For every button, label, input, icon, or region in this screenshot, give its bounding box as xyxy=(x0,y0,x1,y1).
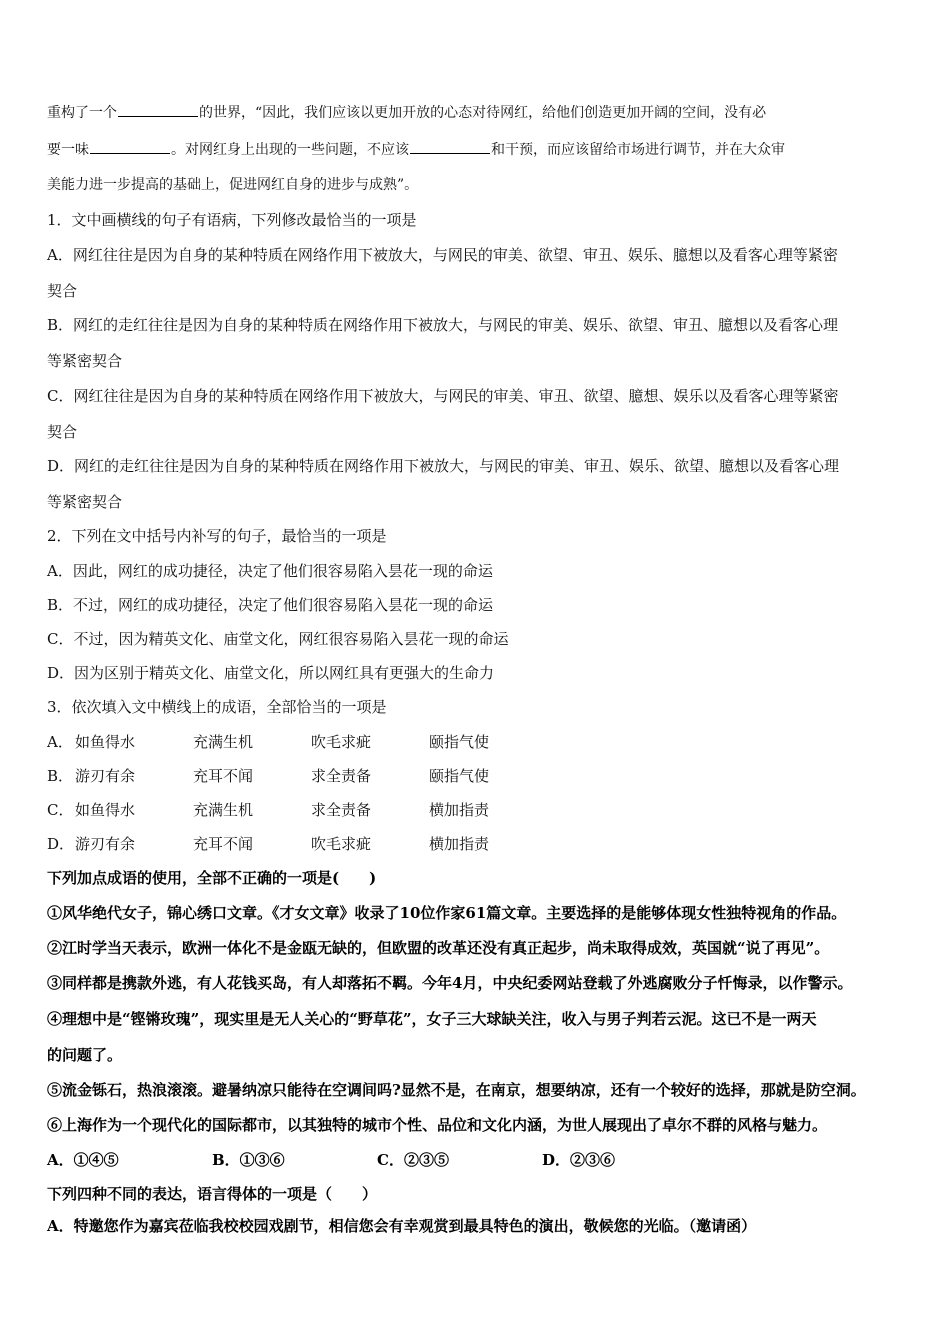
question-3-stem: 3．依次填入文中横线上的成语，全部恰当的一项是 xyxy=(47,698,387,716)
q4-sentence-1: ①风华绝代女子，锦心绣口文章。《才女文章》收录了10位作家61篇文章。主要选择的是能够体现女性独特视角的作品。 xyxy=(47,904,847,922)
question-5-stem: 下列四种不同的表达，语言得体的一项是（ ） xyxy=(47,1185,378,1203)
q1-option-c: C．网红往往是因为自身的某种特质在网络作用下被放大，与网民的审美、审丑、欲望、臆想、娱乐以及看客心理等紧密 xyxy=(47,387,839,405)
text: 重构了一个 xyxy=(47,105,117,121)
passage-line-2 xyxy=(47,139,785,160)
idiom: 横加指责 xyxy=(429,801,490,819)
idiom: 吹毛求疵 xyxy=(311,733,372,751)
idiom: 如鱼得水 xyxy=(75,733,136,751)
idiom: 颐指气使 xyxy=(429,733,490,751)
q2-option-d: D．因为区别于精英文化、庙堂文化，所以网红具有更强大的生命力 xyxy=(47,664,495,682)
text: 和干预，而应该留给市场进行调节，并在大众审 xyxy=(491,142,785,158)
idiom: 游刃有余 xyxy=(75,767,136,785)
idiom: 求全责备 xyxy=(311,801,372,819)
question-2-stem: 2．下列在文中括号内补写的句子，最恰当的一项是 xyxy=(47,527,387,545)
q4-sentence-6: ⑥上海作为一个现代化的国际都市，以其独特的城市个性、品位和文化内涵，为世人展现出了卓尔不群的风格与魅力。 xyxy=(47,1116,828,1134)
idiom: 吹毛求疵 xyxy=(311,835,372,853)
idiom: 求全责备 xyxy=(311,767,372,785)
idiom: 游刃有余 xyxy=(75,835,136,853)
q4-options xyxy=(47,1150,707,1170)
q2-option-c: C．不过，因为精英文化、庙堂文化，网红很容易陷入昙花一现的命运 xyxy=(47,630,509,648)
q4-sentence-5: ⑤流金铄石，热浪滚滚。避暑纳凉只能待在空调间吗?显然不是，在南京，想要纳凉，还有一个较好的选择，那就是防空洞。 xyxy=(47,1081,866,1099)
passage-line-3: 美能力进一步提高的基础上，促进网红自身的进步与成熟”。 xyxy=(47,177,419,193)
idiom: 充满生机 xyxy=(193,801,254,819)
q3-option-b xyxy=(47,766,489,786)
q1-option-d: D．网红的走红往往是因为自身的某种特质在网络作用下被放大，与网民的审美、审丑、娱乐、欲望、臆想以及看客心理 xyxy=(47,457,840,475)
q3-option-a xyxy=(47,732,489,752)
idiom: 如鱼得水 xyxy=(75,801,136,819)
idiom: 颐指气使 xyxy=(429,767,490,785)
q4-sentence-2: ②江时学当天表示，欧洲一体化不是金瓯无缺的，但欧盟的改革还没有真正起步，尚未取得成效，英国就“说了再见”。 xyxy=(47,939,830,957)
option-label: D． xyxy=(47,835,75,853)
q4-sentence-4-cont: 的问题了。 xyxy=(47,1046,123,1064)
q4-sentence-3: ③同样都是携款外逃，有人花钱买岛，有人却落拓不羁。今年4月，中央纪委网站登载了外逃腐败分子忏悔录，以作警示。 xyxy=(47,974,853,992)
q1-option-b-cont: 等紧密契合 xyxy=(47,352,123,370)
q4-sentence-4: ④理想中是“铿锵玫瑰”，现实里是无人关心的“野草花”，女子三大球缺关注，收入与男子判若云泥。这已不是一两天 xyxy=(47,1010,817,1028)
fill-blank-2 xyxy=(90,139,170,154)
text: 要一味 xyxy=(47,142,89,158)
q3-option-c xyxy=(47,800,489,820)
q1-option-a: A．网红往往是因为自身的某种特质在网络作用下被放大，与网民的审美、欲望、审丑、娱乐、臆想以及看客心理等紧密 xyxy=(47,246,838,264)
idiom: 充耳不闻 xyxy=(193,835,254,853)
idiom: 充满生机 xyxy=(193,733,254,751)
q2-option-b: B．不过，网红的成功捷径，决定了他们很容易陷入昙花一现的命运 xyxy=(47,596,494,614)
option-label: B． xyxy=(47,767,74,785)
q4-option-b: B．①③⑥ xyxy=(212,1151,285,1169)
idiom: 充耳不闻 xyxy=(193,767,254,785)
passage-line-1 xyxy=(47,102,766,123)
q1-option-d-cont: 等紧密契合 xyxy=(47,493,123,511)
q3-option-d xyxy=(47,834,489,854)
text: 。对网红身上出现的一些问题，不应该 xyxy=(171,142,409,158)
option-label: A． xyxy=(47,733,73,751)
fill-blank-3 xyxy=(410,139,490,154)
q1-option-c-cont: 契合 xyxy=(47,423,78,441)
option-label: C． xyxy=(47,801,74,819)
q2-option-a: A．因此，网红的成功捷径，决定了他们很容易陷入昙花一现的命运 xyxy=(47,562,493,580)
idiom: 横加指责 xyxy=(429,835,490,853)
q5-option-a: A．特邀您作为嘉宾莅临我校校园戏剧节，相信您会有幸观赏到最具特色的演出，敬候您的光临。（邀请函） xyxy=(47,1217,757,1235)
q4-option-a: A．①④⑤ xyxy=(47,1151,119,1169)
q1-option-b: B．网红的走红往往是因为自身的某种特质在网络作用下被放大，与网民的审美、娱乐、欲望、审丑、臆想以及看客心理 xyxy=(47,316,839,334)
question-1-stem: 1．文中画横线的句子有语病，下列修改最恰当的一项是 xyxy=(47,211,417,229)
text: 的世界，“因此，我们应该以更加开放的心态对待网红，给他们创造更加开阔的空间，没有必 xyxy=(199,105,767,121)
question-4-stem: 下列加点成语的使用，全部不正确的一项是( ) xyxy=(47,869,377,887)
q1-option-a-cont: 契合 xyxy=(47,282,78,300)
q4-option-d: D．②③⑥ xyxy=(542,1151,616,1169)
q4-option-c: C．②③⑤ xyxy=(377,1151,449,1169)
fill-blank-1 xyxy=(118,102,198,117)
